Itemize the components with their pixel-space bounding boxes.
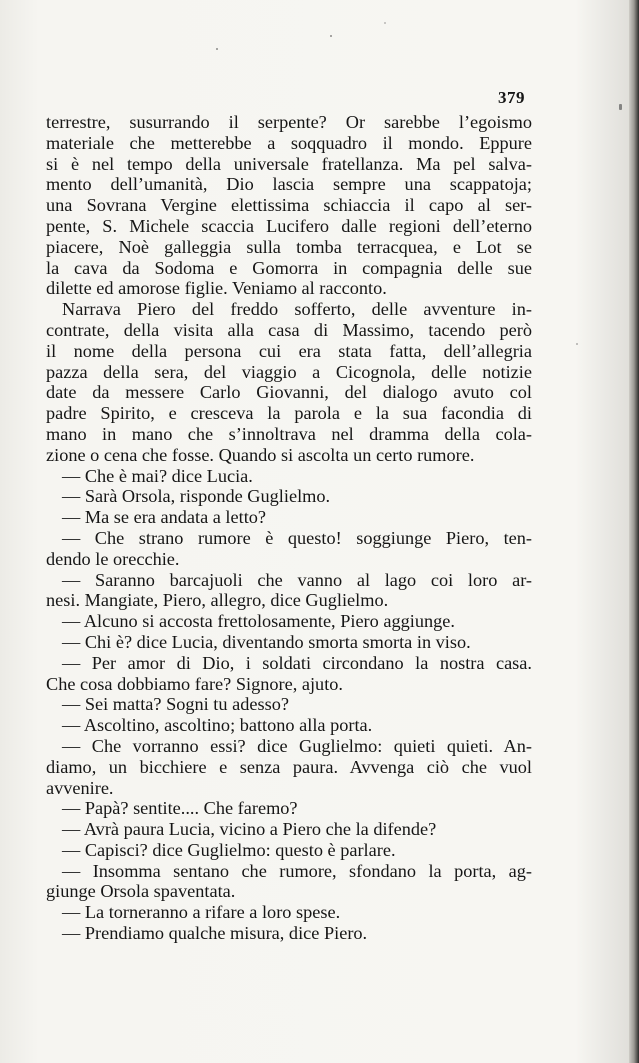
text-line: zione o cena che fosse. Quando si ascolta un certo rumore. [46,444,475,465]
text-line: — Chi è? dice Lucia, diventando smorta smorta in viso. [62,631,471,652]
text-line: — Ascoltino, ascoltino; battono alla porta. [62,715,373,736]
text-line: si è nel tempo della universale fratellanza. Ma pel salva- [46,153,532,174]
text-line: materiale che metterebbe a soqquadro il mondo. Eppure [46,132,532,153]
text-line: padre Spirito, e cresceva la parola e la sua facondia di [46,403,532,424]
text-line: — Per amor di Dio, i soldati circondano la nostra casa. [62,652,532,673]
print-speck [330,35,332,37]
text-line: — Prendiamo qualche misura, dice Piero. [62,923,368,944]
text-line: piacere, Noè galleggia sulla tomba terracquea, e Lot se [46,236,532,257]
text-line: — Che è mai? dice Lucia. [62,465,253,486]
text-line: — Alcuno si accosta frettolosamente, Piero aggiunge. [62,611,455,632]
text-line: — Sei matta? Sogni tu adesso? [62,694,289,715]
text-line: il nome della persona cui era stata fatta, dell’allegria [46,340,532,361]
text-line: — Sarà Orsola, risponde Guglielmo. [62,486,331,507]
page-edge-shadow [629,0,639,1063]
text-line: diamo, un bicchiere e senza paura. Avvenga ciò che vuol [46,756,532,777]
text-line: — Che strano rumore è questo! soggiunge Piero, ten- [62,527,532,548]
text-line: mano in mano che s’innoltrava nel dramma della cola- [46,423,532,444]
text-line: date da messere Carlo Giovanni, del dialogo avuto col [46,382,532,403]
print-speck [384,22,386,24]
text-line: contrate, della visita alla casa di Massimo, tacendo però [46,319,532,340]
text-line: nesi. Mangiate, Piero, allegro, dice Guglielmo. [46,590,389,611]
text-line: — Che vorranno essi? dice Guglielmo: quieti quieti. An- [62,735,532,756]
text-line: Narrava Piero del freddo sofferto, delle avventure in- [62,299,532,320]
text-line: giunge Orsola spaventata. [46,881,236,902]
text-line: avvenire. [46,777,114,798]
text-line: — Ma se era andata a letto? [62,507,267,528]
text-line: pazza della sera, del viaggio a Cicognola, delle notizie [46,361,532,382]
print-speck [576,343,578,345]
text-line: dendo le orecchie. [46,548,180,569]
print-speck [216,48,218,50]
text-line: — La torneranno a rifare a loro spese. [62,902,341,923]
text-line: mento dell’umanità, Dio lascia sempre una scappatoja; [46,174,532,195]
text-line: Che cosa dobbiamo fare? Signore, ajuto. [46,673,343,694]
text-line: — Papà? sentite.... Che faremo? [62,798,298,819]
text-line: dilette ed amorose figlie. Veniamo al racconto. [46,278,387,299]
body-text [46,112,532,944]
text-line: — Saranno barcajuoli che vanno al lago coi loro ar- [62,569,532,590]
text-line: — Avrà paura Lucia, vicino a Piero che la difende? [62,819,437,840]
text-line: terrestre, susurrando il serpente? Or sarebbe l’egoismo [46,112,532,132]
text-line: — Insomma sentano che rumore, sfondano la porta, ag- [62,860,532,881]
text-line: la cava da Sodoma e Gomorra in compagnia delle sue [46,257,532,278]
text-line: una Sovrana Vergine elettissima schiaccia il capo al ser- [46,195,532,216]
print-speck [619,104,622,110]
page-number: 379 [498,88,525,107]
text-line: pente, S. Michele scaccia Lucifero dalle regioni dell’eterno [46,215,532,236]
text-line: — Capisci? dice Guglielmo: questo è parlare. [62,839,396,860]
